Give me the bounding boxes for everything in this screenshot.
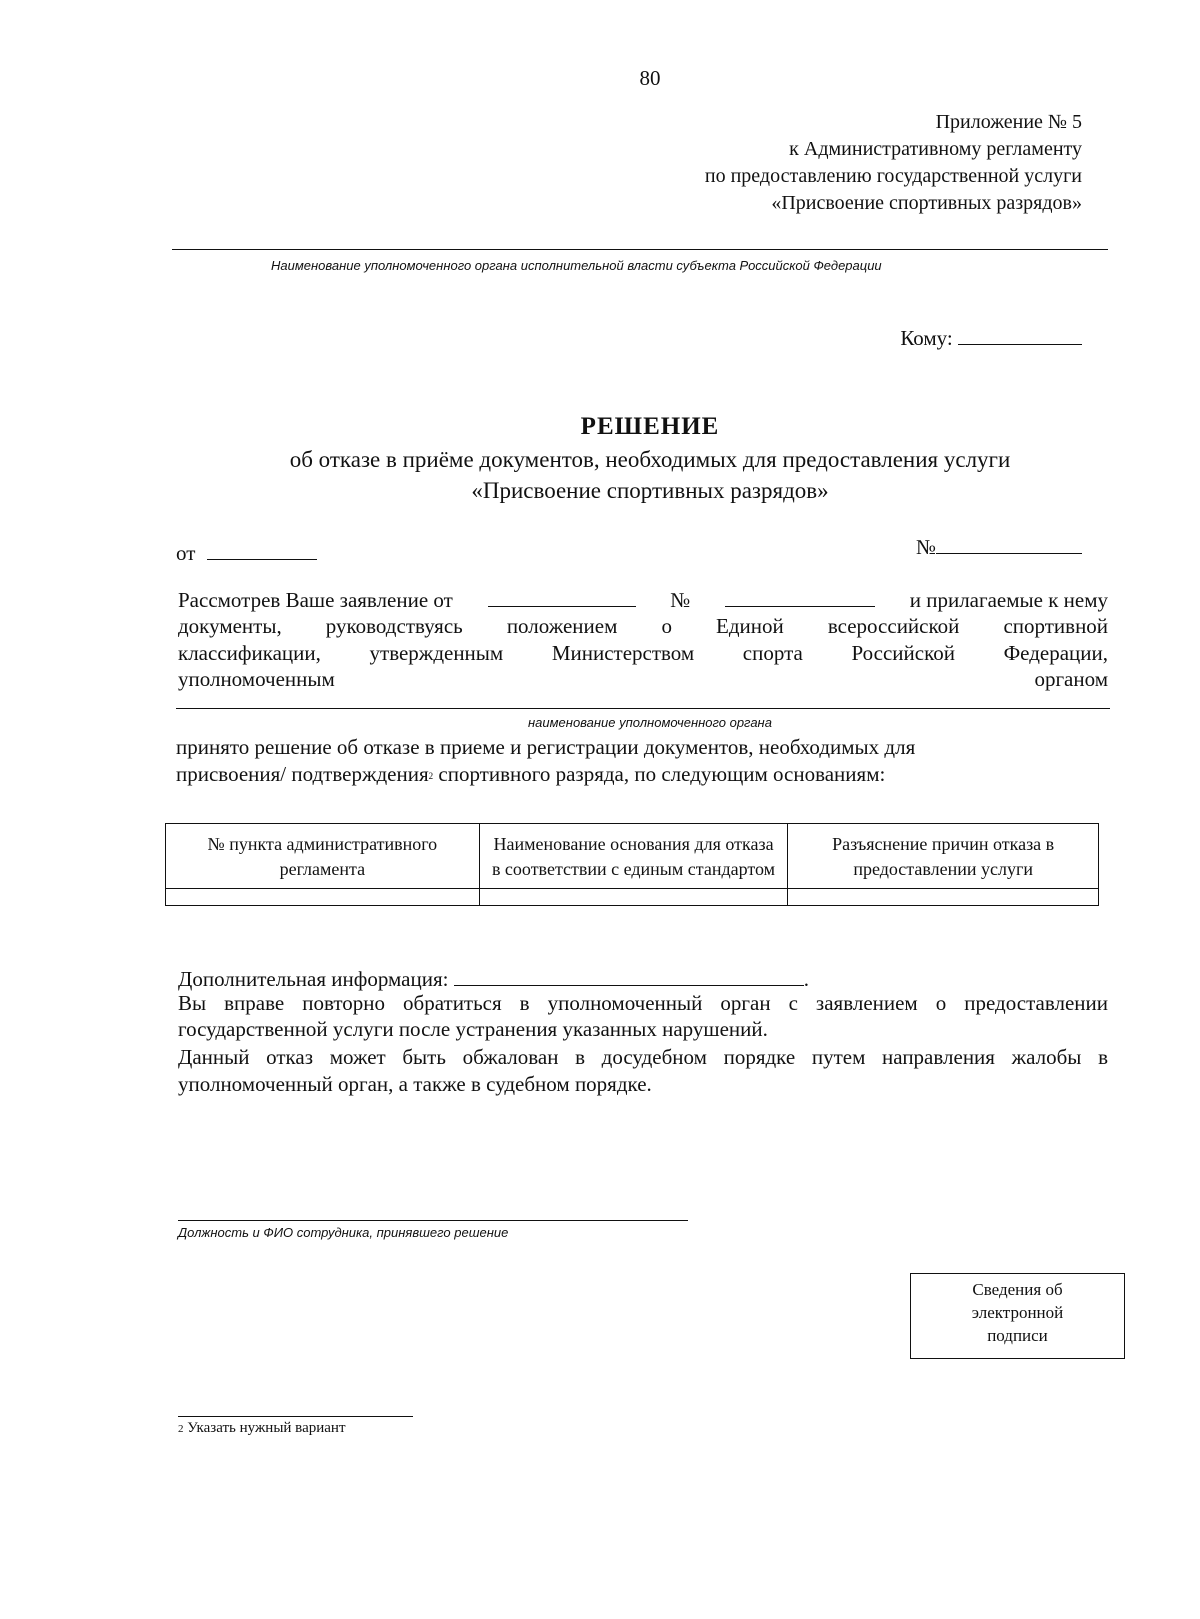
- paragraph-3-line-2: государственной услуги после устранения указанных нарушений.: [178, 1017, 768, 1041]
- recipient-row: [900, 326, 1082, 351]
- decision-date-field[interactable]: [207, 558, 317, 560]
- paragraph-1-line-1: [178, 588, 1108, 613]
- additional-info-label: Дополнительная информация:: [178, 967, 449, 991]
- p1-l2-word: о: [661, 614, 672, 638]
- paragraph-4-line-2: уполномоченный орган, а также в судебном порядке.: [178, 1072, 652, 1096]
- footnote-ref: 2: [428, 771, 434, 781]
- e-signature-box: [910, 1273, 1125, 1359]
- table-cell-clause[interactable]: [166, 889, 480, 906]
- additional-info-field[interactable]: [454, 984, 804, 986]
- p1-l4-word: органом: [1034, 667, 1108, 691]
- annex-line-3: по предоставлению государственной услуги: [704, 165, 1082, 187]
- p1-text-a: Рассмотрев Ваше заявление от: [178, 588, 453, 612]
- table-cell-explanation[interactable]: [788, 889, 1099, 906]
- document-subtitle-line-1: об отказе в приёме документов, необходимых для предоставления услуги: [289, 447, 1011, 472]
- p1-l2-word: спортивной: [1003, 614, 1109, 638]
- application-number-field[interactable]: [725, 605, 875, 607]
- annex-line-4: «Присвоение спортивных разрядов»: [771, 192, 1082, 214]
- document-title: РЕШЕНИЕ: [580, 413, 720, 440]
- p1-l3-word: Министерством: [551, 641, 695, 665]
- paragraph-1-line-2: [178, 614, 1108, 639]
- authorized-organ-field[interactable]: [176, 708, 1110, 709]
- signatory-field[interactable]: [178, 1220, 688, 1221]
- p2-text-b: спортивного разряда, по следующим основаниям:: [433, 762, 886, 786]
- footnote-mark: 2: [178, 1423, 184, 1435]
- e-signature-line-1: Сведения об: [972, 1280, 1063, 1299]
- p1-l2-word: положением: [506, 614, 618, 638]
- p1-l2-word: Единой: [716, 614, 784, 638]
- additional-info-end: .: [803, 967, 809, 991]
- org-name-caption: Наименование уполномоченного органа исполнительной власти субъекта Российской Федерации: [271, 258, 882, 273]
- p1-l3-word: утвержденным: [369, 641, 504, 665]
- decision-number-label: №: [915, 535, 936, 559]
- page-number: 80: [639, 66, 661, 90]
- decision-number-field[interactable]: [936, 552, 1082, 554]
- header-clause-number: № пункта административного регламента: [166, 824, 480, 889]
- p1-l2-word: документы,: [178, 614, 282, 638]
- decision-date-row: [176, 541, 317, 566]
- p1-text-b: и прилагаемые к нему: [909, 588, 1109, 612]
- p1-l3-word: Федерации,: [1003, 641, 1108, 665]
- recipient-field[interactable]: [958, 343, 1082, 345]
- p1-l2-word: руководствуясь: [325, 614, 463, 638]
- e-signature-line-3: подписи: [987, 1326, 1048, 1345]
- p1-l3-word: классификации,: [178, 641, 321, 665]
- p1-l3-word: спорта: [742, 641, 803, 665]
- p1-number-label: №: [670, 588, 691, 612]
- annex-line-1: Приложение № 5: [935, 111, 1082, 133]
- footnote-text: Указать нужный вариант: [183, 1420, 346, 1436]
- additional-info-row: [178, 967, 1108, 992]
- p1-l3-word: Российской: [851, 641, 955, 665]
- decision-number-row: [916, 535, 1082, 560]
- table-row: [166, 889, 1099, 906]
- paragraph-3-line-1: Вы вправе повторно обратиться в уполномоченный орган с заявлением о предоставлении: [178, 991, 1108, 1015]
- p1-l4-word: уполномоченным: [178, 667, 335, 691]
- authorized-organ-caption: наименование уполномоченного органа: [528, 715, 772, 730]
- application-date-field[interactable]: [488, 605, 636, 607]
- refusal-grounds-table: [165, 823, 1099, 906]
- paragraph-4-line-1: Данный отказ может быть обжалован в досудебном порядке путем направления жалобы в: [178, 1045, 1108, 1069]
- paragraph-2-line-2: [176, 762, 885, 787]
- table-header-row: [166, 824, 1099, 889]
- header-refusal-ground: Наименование основания для отказа в соответствии с единым стандартом: [479, 824, 788, 889]
- recipient-label: Кому:: [900, 326, 953, 350]
- signatory-caption: Должность и ФИО сотрудника, принявшего решение: [178, 1225, 509, 1240]
- footnote-separator: [178, 1416, 413, 1417]
- header-refusal-explanation: Разъяснение причин отказа в предоставлении услуги: [788, 824, 1099, 889]
- p2-text-a: присвоения/ подтверждения: [176, 762, 429, 786]
- p1-l2-word: всероссийской: [827, 614, 960, 638]
- paragraph-2-line-1: принято решение об отказе в приеме и регистрации документов, необходимых для: [176, 735, 916, 759]
- paragraph-1-line-4: [178, 667, 1108, 692]
- paragraph-1-line-3: [178, 641, 1108, 666]
- footnote: [178, 1420, 346, 1437]
- e-signature-line-2: электронной: [971, 1303, 1064, 1322]
- table-cell-ground[interactable]: [479, 889, 788, 906]
- annex-line-2: к Административному регламенту: [789, 138, 1082, 160]
- document-subtitle-line-2: «Присвоение спортивных разрядов»: [471, 478, 829, 503]
- org-name-field[interactable]: [172, 249, 1108, 250]
- decision-date-label: от: [176, 541, 196, 565]
